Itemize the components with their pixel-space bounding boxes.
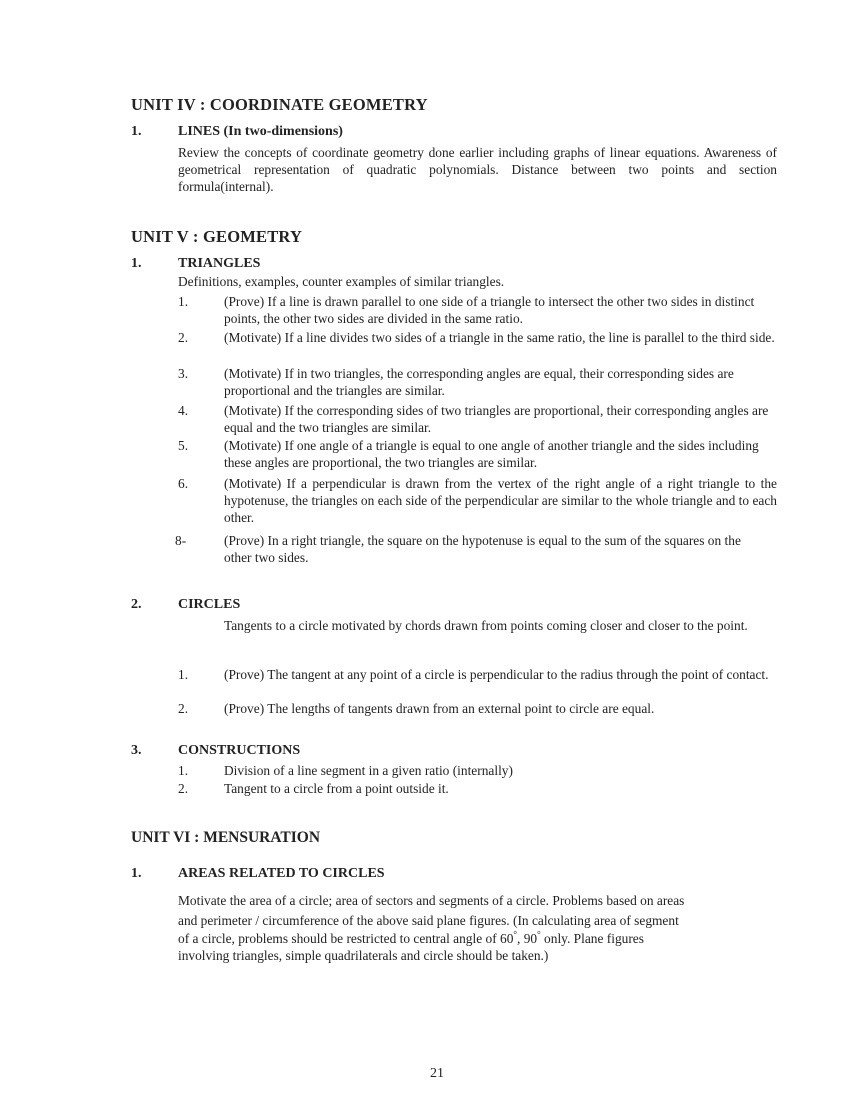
page-number: 21	[430, 1066, 444, 1081]
list-item-number: 1.	[178, 667, 189, 682]
section-heading-triangles: TRIANGLES	[178, 256, 261, 271]
section-heading-constructions: CONSTRUCTIONS	[178, 743, 301, 758]
section-number: 1.	[131, 124, 142, 139]
list-item: (Motivate) If one angle of a triangle is equal to one angle of another triangle and the sides including these angles are proportional, the two triangles are similar.	[224, 438, 759, 470]
list-item: (Prove) In a right triangle, the square on the hypotenuse is equal to the sum of the squares on the other two sides.	[224, 533, 741, 565]
section-heading-areas: AREAS RELATED TO CIRCLES	[178, 866, 385, 881]
areas-line-3	[178, 930, 778, 947]
areas-line-1: Motivate the area of a circle; area of sectors and segments of a circle. Problems based on areas	[178, 893, 685, 908]
list-item-number: 8-	[175, 533, 187, 548]
list-item-number: 1.	[178, 294, 189, 309]
section-heading-circles: CIRCLES	[178, 597, 241, 612]
list-item: (Motivate) If a perpendicular is drawn from the vertex of the right angle of a right triangle to the hypotenuse, the triangles on each side of the perpendicular are similar to the whole triangle and to each other.	[224, 476, 777, 525]
areas-line-3-part-a: of a circle, problems should be restricted to central angle of 60	[178, 931, 514, 946]
list-item-number: 1.	[178, 763, 189, 778]
list-item: (Motivate) If in two triangles, the corresponding angles are equal, their corresponding sides are proportional and the triangles are similar.	[224, 366, 734, 398]
list-item-number: 2.	[178, 330, 189, 345]
section-number: 1.	[131, 256, 142, 271]
unit-vi-title: UNIT VI : MENSURATION	[131, 829, 321, 846]
list-item: (Prove) The tangent at any point of a circle is perpendicular to the radius through the point of contact.	[224, 667, 769, 682]
list-item: (Motivate) If the corresponding sides of two triangles are proportional, their corresponding angles are equal and the two triangles are similar.	[224, 403, 769, 435]
areas-line-3-part-c: only. Plane figures	[540, 931, 644, 946]
list-item: Division of a line segment in a given ratio (internally)	[224, 763, 513, 778]
unit-v-title: UNIT V : GEOMETRY	[131, 227, 303, 246]
section-heading-lines: LINES (In two-dimensions)	[178, 124, 343, 139]
list-item-number: 2.	[178, 701, 189, 716]
list-item: (Prove) The lengths of tangents drawn from an external point to circle are equal.	[224, 701, 655, 716]
section-number: 1.	[131, 866, 142, 881]
list-item-number: 4.	[178, 403, 189, 418]
areas-line-3-part-b: , 90	[517, 931, 538, 946]
degree-symbol: °	[537, 929, 541, 940]
list-item: (Prove) If a line is drawn parallel to one side of a triangle to intersect the other two sides in distinct points, the other two sides are divided in the same ratio.	[224, 294, 755, 326]
list-item-number: 2.	[178, 781, 189, 796]
degree-symbol: °	[513, 929, 517, 940]
list-item-number: 5.	[178, 438, 189, 453]
list-item: Tangent to a circle from a point outside it.	[224, 781, 449, 796]
section-number: 2.	[131, 597, 142, 612]
triangles-intro: Definitions, examples, counter examples of similar triangles.	[178, 274, 505, 289]
lines-description: Review the concepts of coordinate geometry done earlier including graphs of linear equations. Awareness of geometrical representation of quadratic polynomials. Distance between two points and section formula(internal).	[178, 145, 777, 194]
list-item: (Motivate) If a line divides two sides of a triangle in the same ratio, the line is parallel to the third side.	[224, 330, 775, 345]
list-item-number: 3.	[178, 366, 189, 381]
unit-iv-title: UNIT IV : COORDINATE GEOMETRY	[131, 95, 428, 114]
list-item-number: 6.	[178, 476, 189, 491]
section-number: 3.	[131, 743, 142, 758]
areas-line-4: involving triangles, simple quadrilaterals and circle should be taken.)	[178, 948, 549, 963]
circles-intro: Tangents to a circle motivated by chords drawn from points coming closer and closer to the point.	[224, 618, 748, 633]
areas-line-2: and perimeter / circumference of the above said plane figures. (In calculating area of segment	[178, 913, 679, 928]
